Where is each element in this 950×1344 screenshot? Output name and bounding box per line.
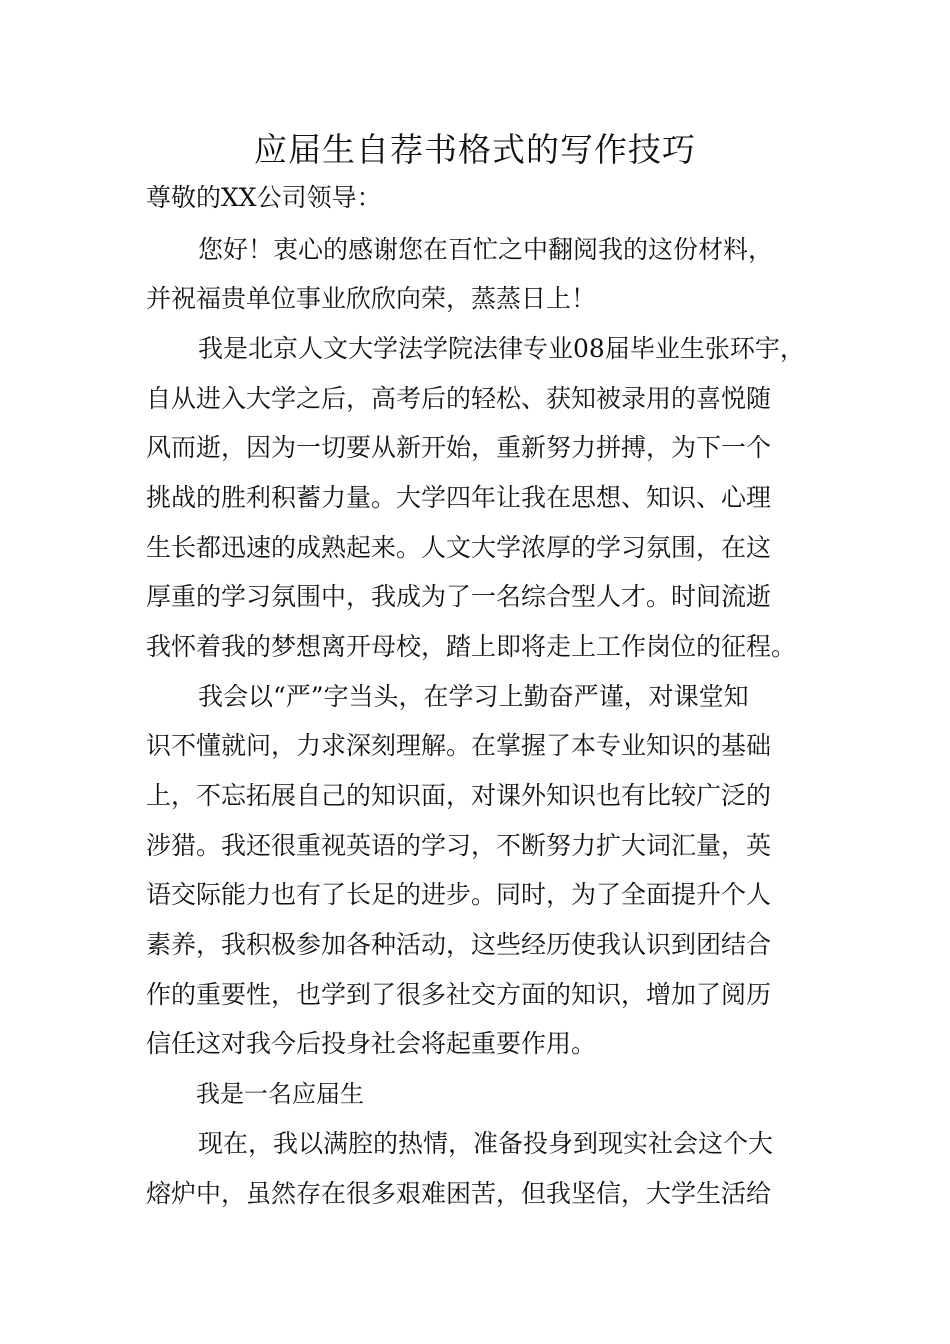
body-line: 上，不忘拓展自己的知识面，对课外知识也有比较广泛的 [146, 781, 772, 810]
body-line: 素养，我积极参加各种活动，这些经历使我认识到团结合 [146, 930, 772, 959]
body-line: 识不懂就问，力求深刻理解。在掌握了本专业知识的基础 [146, 731, 772, 760]
body-line: 我会以“严”字当头，在学习上勤奋严谨，对课堂知 [198, 682, 749, 711]
body-line: 我是北京人文大学法学院法律专业08届毕业生张环宇， [198, 334, 805, 363]
body-line: 并祝福贵单位事业欣欣向荣，蒸蒸日上！ [146, 284, 597, 313]
body-line: 厚重的学习氛围中，我成为了一名综合型人才。时间流逝 [146, 582, 772, 611]
body-line: 作的重要性，也学到了很多社交方面的知识，增加了阅历 [146, 980, 772, 1009]
body-line: 挑战的胜利积蓄力量。大学四年让我在思想、知识、心理 [146, 483, 772, 512]
section-heading: 我是一名应届生 [196, 1080, 364, 1108]
body-line: 风而逝，因为一切要从新开始，重新努力拼搏，为下一个 [146, 433, 772, 462]
salutation: 尊敬的XX公司领导： [146, 183, 382, 212]
body-line: 自从进入大学之后，高考后的轻松、获知被录用的喜悦随 [146, 384, 772, 413]
body-line: 我怀着我的梦想离开母校，踏上即将走上工作岗位的征程。 [146, 632, 797, 661]
body-line: 语交际能力也有了长足的进步。同时，为了全面提升个人 [146, 880, 772, 909]
body-line: 涉猎。我还很重视英语的学习，不断努力扩大词汇量，英 [146, 831, 772, 860]
body-line: 您好！衷心的感谢您在百忙之中翻阅我的这份材料， [198, 235, 774, 264]
body-line: 熔炉中，虽然存在很多艰难困苦，但我坚信，大学生活给 [146, 1179, 772, 1208]
body-line: 现在，我以满腔的热情，准备投身到现实社会这个大 [198, 1129, 774, 1158]
body-line: 信任这对我今后投身社会将起重要作用。 [146, 1029, 597, 1058]
body-line: 生长都迅速的成熟起来。人文大学浓厚的学习氛围，在这 [146, 533, 772, 562]
document-title: 应届生自荐书格式的写作技巧 [254, 130, 696, 169]
